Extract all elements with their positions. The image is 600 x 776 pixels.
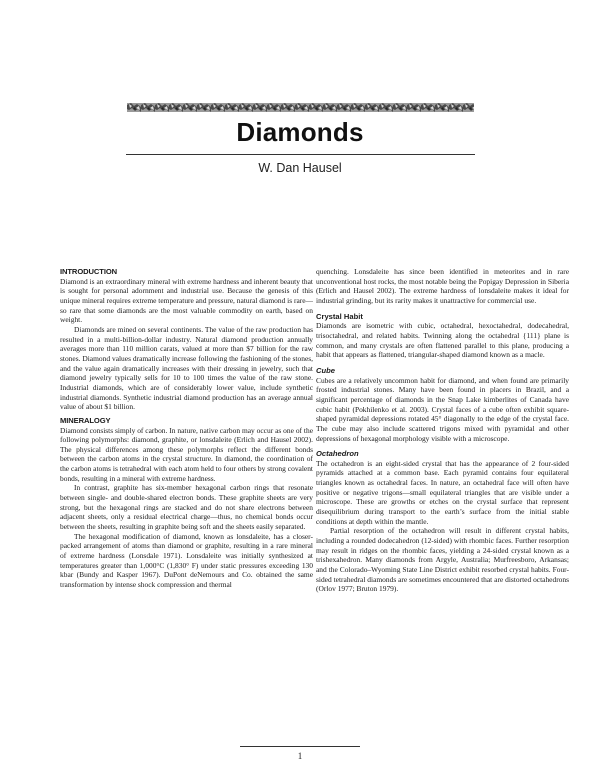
left-column — [60, 267, 313, 590]
paragraph: Diamonds are mined on several continents. The value of the raw production has resulted in a multi-billion-dollar industry. Natural diamond production annually averages more than 110 million carats, valued at more than $7 billion for the raw stones. Diamond values dramatically increase following the fashioning of the stones, and the value again dramatically increases with their dressing in jewelry, such that diamond jewelry typically sells for 10 to 100 times the value of the raw stone. Industrial diamonds, which are of considerably lower value, include synthetic industrial diamonds. Synthetic industrial diamond production has an average annual value of about $1 billion. — [60, 324, 313, 412]
subheading-octahedron: Octahedron — [316, 449, 359, 459]
page-title: Diamonds — [236, 117, 364, 147]
paragraph: Cubes are a relatively uncommon habit for diamond, and when found are primarily frosted industrial stones. Many have been found in placers in Brazil, and a significant percentage of diamonds in the Snap Lake kimberlites of Canada have cubic habit (Pokhilenko et al. 2003). Crystal faces of a cube often exhibit square-shaped pyramidal depressions rotated 45° diagonally to the edge of the crystal face. The cube may also include scattered trigons mixed with pyramidal and other depressions of hexagonal morphology visible with a microscope. — [316, 375, 569, 443]
paragraph: Partial resorption of the octahedron will result in different crystal habits, including a rounded dodecahedron (12-sided) with rhombic faces. Further resorption may result in ridges on the rhombic faces, yielding a 24-sided crystal known as a trishexahedron. Many diamonds from Argyle, Australia; Murfreesboro, Arkansas; and the Colorado–Wyoming State Line District exhibit resorbed crystal habits. Four-sided tetrahedral diamonds are sometimes encountered that are distorted octahedrons (Orlov 1977; Bruton 1979). — [316, 526, 569, 594]
page-number: 1 — [297, 751, 303, 761]
paragraph: In contrast, graphite has six-member hexagonal carbon rings that resonate between single- and double-shared electron bonds. These graphite sheets are very strong, but the hexagonal rings are stacked and do not share electrons between adjacent sheets, only a residual electrical charge—thus, no chemical bonds occur between the sheets, resulting in graphite being soft and the sheets easily separated. — [60, 483, 313, 532]
title-divider — [126, 154, 475, 155]
paragraph: The hexagonal modification of diamond, known as lonsdaleite, has a closer-packed arrangement of atoms than diamond or graphite, resulting in a rare mineral of extreme hardness (Lonsdale 1971). Lonsdaleite was initially synthesized at temperatures greater than 1,000°C (1,830° F) under static pressures exceeding 130 kbar (Bundy and Kasper 1967). DuPont deNemours and Co. obtained the same transformation by intense shock compression and thermal — [60, 531, 313, 589]
paragraph: The octahedron is an eight-sided crystal that has the appearance of 2 four-sided pyramids attached at a common base. Each pyramid contains four equilateral triangles known as octahedral faces. In nature, an octahedral face will often have positive or negative trigons—small equilateral triangles that are visible under a microscope. These are growths or etches on the crystal surface that represent disequilibrium during transport to the earth’s surface from the initial stable conditions at depth within the mantle. — [316, 458, 569, 526]
paragraph: Diamond consists simply of carbon. In nature, native carbon may occur as one of the following polymorphs: diamond, graphite, or lonsdaleite (Erlich and Hausel 2002). The physical differences among these polymorphs reflect the different bonds between the carbon atoms in the crystal structure. In diamond, the coordination of the carbon atoms is tetrahedral with each atom held to four others by strong covalent bonds, resulting in a mineral with extreme hardness. — [60, 425, 313, 483]
paragraph: Diamonds are isometric with cubic, octahedral, hexoctahedral, dodecahedral, trisoctahedral, and related habits. Twinning along the octahedral {111} plane is common, and many crystals are often flattened parallel to this plane, producing a habit that appears as flattened, triangular-shaped diamond known as a macle. — [316, 321, 569, 360]
author-name: W. Dan Hausel — [258, 161, 342, 175]
footer-divider — [240, 746, 360, 747]
paragraph: Diamond is an extraordinary mineral with extreme hardness and inherent beauty that is sought for personal adornment and industrial use. Because the genesis of this unique mineral requires extreme temperature and pressure, natural diamond is rare—so rare that some diamonds are the most valuable commodity on earth, based on weight. — [60, 276, 313, 325]
paragraph: quenching. Lonsdaleite has since been identified in meteorites and in rare unconventional host rocks, the most notable being the Popigay Depression in Siberia (Erlich and Hausel 2002). The extreme hardness of lonsdaleite makes it ideal for industrial grinding, but its rarity makes it unattractive for commercial use. — [316, 267, 569, 305]
section-heading-mineralogy: MINERALOGY — [60, 415, 111, 425]
decorative-rock-banner — [127, 103, 474, 112]
subheading-crystal-habit: Crystal Habit — [316, 311, 363, 321]
subheading-cube: Cube — [316, 365, 335, 375]
right-column — [316, 267, 569, 594]
section-heading-introduction: INTRODUCTION — [60, 267, 118, 276]
